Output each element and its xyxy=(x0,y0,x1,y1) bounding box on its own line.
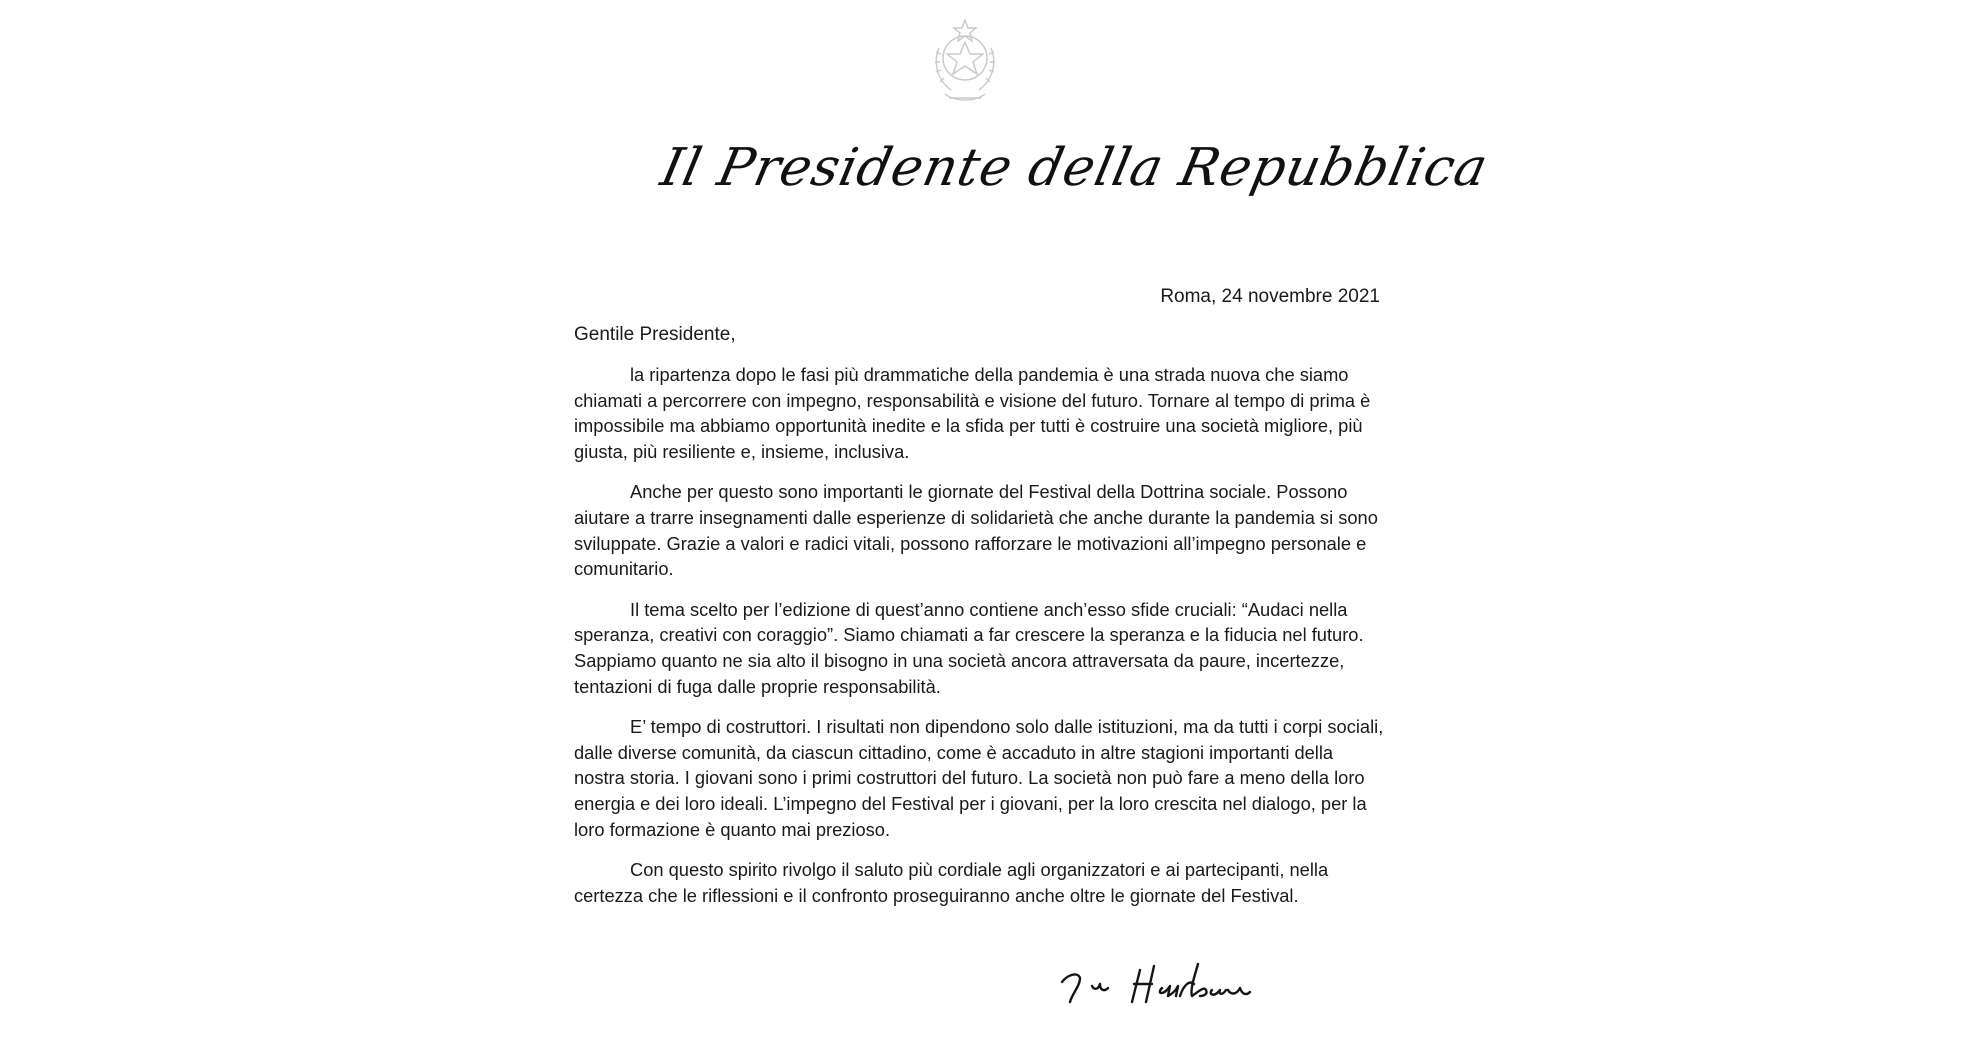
paragraph: E’ tempo di costruttori. I risultati non dipendono solo dalle istituzioni, ma da tutti i corpi sociali, dalle diverse comunità, da ciascun cittadino, come è accaduto in altre stagioni importanti della nostra storia. I giovani sono i primi costruttori del futuro. La società non può fare a meno della loro energia e dei loro ideali. L’impegno del Festival per i giovani, per la loro crescita nel dialogo, per la loro formazione è quanto mai prezioso. xyxy=(574,716,1384,840)
paragraph: Il tema scelto per l’edizione di quest’anno contiene anch’esso sfide cruciali: “Audaci nella speranza, creativi con coraggio”. Siamo chiamati a far crescere la speranza e la fiducia nel futuro. Sappiamo quanto ne sia alto il bisogno in una società ancora attraversata da paure, incertezze, tentazioni di fuga dalle proprie responsabilità. xyxy=(574,598,1364,697)
letter-salutation: Gentile Presidente, xyxy=(574,324,736,345)
italian-republic-emblem-icon xyxy=(925,14,1005,110)
letter-body xyxy=(574,362,1386,923)
paragraph: Anche per questo sono importanti le giornate del Festival della Dottrina sociale. Possono aiutare a trarre insegnamenti dalle esperienze di solidarietà che anche durante la pandemia si sono sviluppate. Grazie a valori e radici vitali, possono rafforzare le motivazioni all’impegno personale e comunitario. xyxy=(574,481,1378,580)
letterhead-title: Il Presidente della Repubblica xyxy=(655,138,1494,198)
handwritten-signature-icon xyxy=(1058,950,1308,1010)
paragraph: la ripartenza dopo le fasi più drammatiche della pandemia è una strada nuova che siamo chiamati a percorrere con impegno, responsabilità e visione del futuro. Tornare al tempo di prima è impossibile ma abbiamo opportunità inedite e la sfida per tutti è costruire una società migliore, più giusta, più resiliente e, insieme, inclusiva. xyxy=(574,364,1371,462)
paragraph: Con questo spirito rivolgo il saluto più cordiale agli organizzatori e ai partecipanti, nella certezza che le riflessioni e il confronto proseguiranno anche oltre le giornate del Festival. xyxy=(574,859,1329,906)
letter-date: Roma, 24 novembre 2021 xyxy=(1160,286,1380,307)
